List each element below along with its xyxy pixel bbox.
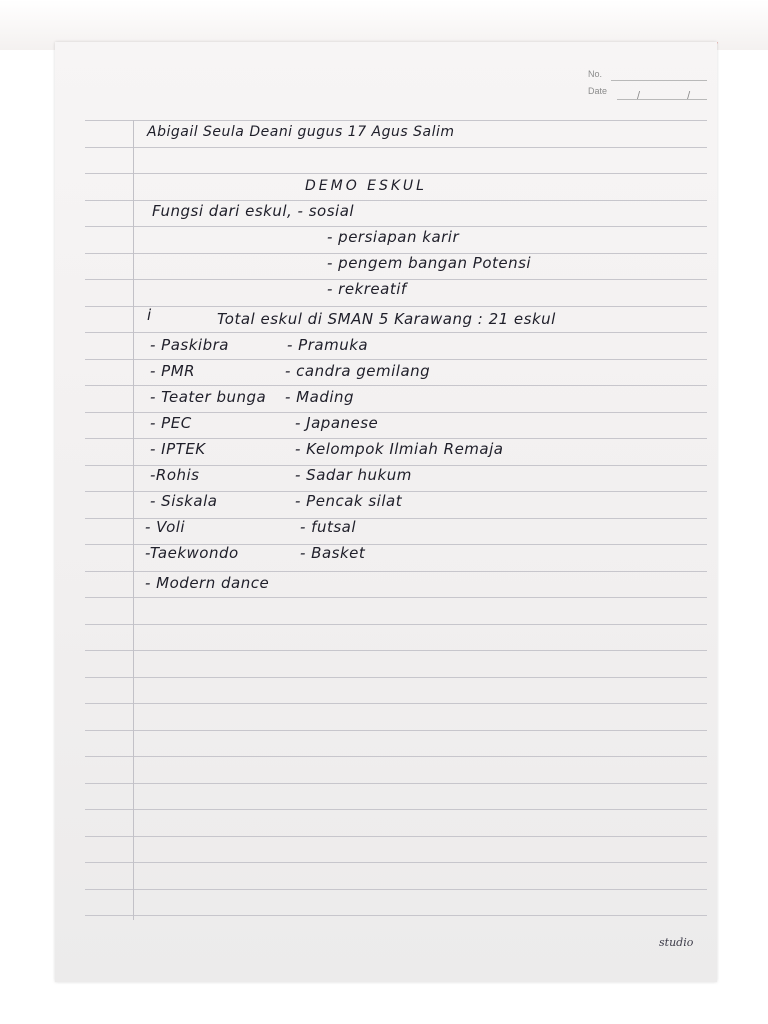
ruled-line <box>85 200 707 201</box>
ruled-line <box>85 809 707 810</box>
ruled-line <box>85 730 707 731</box>
ruled-line <box>85 120 707 121</box>
eskul-item: -Rohis <box>150 466 200 484</box>
ruled-line <box>85 650 707 651</box>
ruled-line <box>85 624 707 625</box>
ruled-line <box>85 173 707 174</box>
eskul-item: - IPTEK <box>150 440 206 458</box>
eskul-item: - Modern dance <box>145 574 270 592</box>
ruled-line <box>85 677 707 678</box>
ruled-line <box>85 438 707 439</box>
ruled-line <box>85 385 707 386</box>
function-item-2: - pengem bangan Potensi <box>327 254 532 272</box>
eskul-item: - PMR <box>150 362 196 380</box>
total-mark: i <box>147 306 152 324</box>
ruled-line <box>85 862 707 863</box>
ruled-line <box>85 306 707 307</box>
ruled-line <box>85 412 707 413</box>
ruled-line <box>85 703 707 704</box>
date-value: / / <box>637 90 713 102</box>
eskul-item: - Pramuka <box>287 336 369 354</box>
eskul-item: - Basket <box>300 544 366 562</box>
eskul-item: - Kelompok Ilmiah Remaja <box>295 440 504 458</box>
ruled-line <box>85 571 707 572</box>
page-title: DEMO ESKUL <box>305 178 427 194</box>
ruled-line <box>85 915 707 916</box>
ruled-line <box>85 597 707 598</box>
functions-intro: Fungsi dari eskul, - sosial <box>152 202 355 220</box>
eskul-item: - Siskala <box>150 492 218 510</box>
no-line <box>611 80 707 81</box>
eskul-item: - candra gemilang <box>285 362 431 380</box>
ruled-line <box>85 756 707 757</box>
function-item-1: - persiapan karir <box>327 228 460 246</box>
eskul-item: - Paskibra <box>150 336 229 354</box>
ruled-line <box>85 147 707 148</box>
eskul-item: - Mading <box>285 388 355 406</box>
no-label: No. <box>588 69 603 79</box>
ruled-line <box>85 889 707 890</box>
name-line: Abigail Seula Deani gugus 17 Agus Salim <box>147 124 455 140</box>
eskul-item: - Teater bunga <box>150 388 267 406</box>
eskul-item: - Pencak silat <box>295 492 403 510</box>
ruled-line <box>85 836 707 837</box>
eskul-item: -Taekwondo <box>145 544 239 562</box>
total-line: Total eskul di SMAN 5 Karawang : 21 eskul <box>217 310 556 328</box>
eskul-item: - Japanese <box>295 414 379 432</box>
date-label: Date <box>588 86 608 96</box>
margin-line <box>133 120 134 920</box>
function-item-3: - rekreatif <box>327 280 407 298</box>
eskul-item: - Voli <box>145 518 186 536</box>
eskul-item: - futsal <box>300 518 357 536</box>
eskul-item: - Sadar hukum <box>295 466 412 484</box>
eskul-item: - PEC <box>150 414 192 432</box>
ruled-line <box>85 332 707 333</box>
ruled-line <box>85 359 707 360</box>
ruled-line <box>85 226 707 227</box>
notebook-page <box>55 42 717 982</box>
studio-watermark: studio <box>659 936 694 949</box>
ruled-line <box>85 783 707 784</box>
